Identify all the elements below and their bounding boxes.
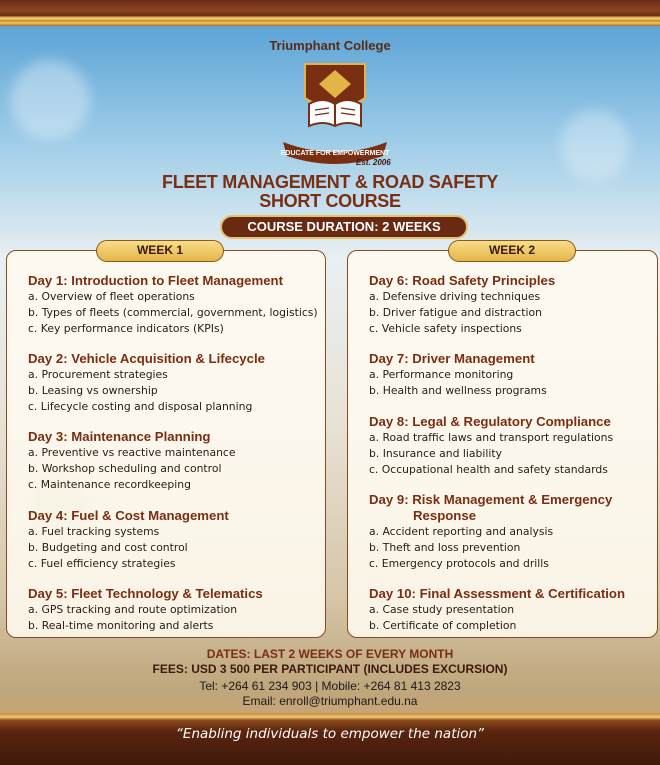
list-item: c. Maintenance recordkeeping	[28, 477, 191, 491]
list-item: a. Fuel tracking systems	[28, 525, 160, 538]
list-item: b. Workshop scheduling and control	[28, 461, 222, 475]
day-2	[28, 351, 265, 414]
list-item: b. Insurance and liability	[369, 446, 502, 460]
day-title-line2: Response	[413, 508, 477, 523]
list-item: a. Case study presentation	[369, 603, 515, 616]
background-bokeh	[10, 60, 90, 140]
day-title: Day 6: Road Safety Principles	[369, 273, 556, 288]
list-item: b. Theft and loss prevention	[369, 540, 521, 554]
header	[0, 38, 660, 53]
course-subtitle: SHORT COURSE	[259, 191, 401, 211]
day-5	[28, 586, 263, 634]
list-item: c. Occupational health and safety standards	[369, 462, 608, 476]
day-title: Day 1: Introduction to Fleet Management	[28, 273, 283, 288]
logo-motto: EDUCATE FOR EMPOWERMENT	[280, 150, 390, 157]
day-6	[369, 273, 555, 336]
dates-text: DATES: LAST 2 WEEKS OF EVERY MONTH	[206, 647, 454, 661]
day-title	[369, 492, 612, 524]
list-item: b. Health and wellness programs	[369, 383, 547, 397]
list-item: a. Performance monitoring	[369, 368, 514, 381]
day-title: Day 4: Fuel & Cost Management	[28, 508, 229, 523]
list-item: c. Lifecycle costing and disposal planning	[28, 399, 253, 413]
day-4	[28, 508, 229, 571]
course-duration-badge: COURSE DURATION: 2 WEEKS	[220, 215, 468, 239]
list-item: b. Driver fatigue and distraction	[369, 305, 542, 319]
week-2-badge: WEEK 2	[448, 240, 576, 262]
day-title: Day 10: Final Assessment & Certification	[369, 586, 626, 601]
list-item: a. Preventive vs reactive maintenance	[28, 446, 236, 459]
established-year: Est. 2006	[356, 158, 391, 167]
day-9	[369, 492, 612, 571]
list-item: c. Key performance indicators (KPIs)	[28, 321, 224, 335]
background-bokeh	[560, 110, 630, 180]
list-item: c. Emergency protocols and drills	[369, 556, 549, 570]
fees-text: FEES: USD 3 500 PER PARTICIPANT (INCLUDES EXCURSION)	[152, 662, 508, 676]
course-title: FLEET MANAGEMENT & ROAD SAFETY	[162, 172, 498, 192]
day-title: Day 5: Fleet Technology & Telematics	[28, 586, 263, 601]
college-logo-icon	[275, 60, 395, 170]
list-item: b. Real-time monitoring and alerts	[28, 618, 214, 632]
day-7	[369, 351, 547, 399]
week-1-badge: WEEK 1	[96, 240, 224, 262]
day-title: Day 3: Maintenance Planning	[28, 429, 211, 444]
list-item: a. GPS tracking and route optimization	[28, 603, 238, 616]
day-title-line1: Day 9: Risk Management & Emergency	[369, 492, 613, 507]
list-item: a. Overview of fleet operations	[28, 290, 195, 303]
college-name: Triumphant College	[269, 38, 391, 53]
tagline: “Enabling individuals to empower the nation”	[175, 726, 485, 742]
list-item: a. Defensive driving techniques	[369, 290, 541, 303]
top-decorative-bar	[0, 0, 660, 26]
day-8	[369, 414, 613, 477]
contact-text: Tel: +264 61 234 903 | Mobile: +264 81 413 2823	[199, 679, 461, 693]
list-item: c. Vehicle safety inspections	[369, 321, 522, 335]
day-title: Day 7: Driver Management	[369, 351, 535, 366]
email-text: Email: enroll@triumphant.edu.na	[242, 694, 418, 708]
list-item: b. Leasing vs ownership	[28, 383, 158, 397]
day-title: Day 2: Vehicle Acquisition & Lifecycle	[28, 351, 265, 366]
list-item: a. Road traffic laws and transport regulations	[369, 431, 614, 444]
day-1	[28, 273, 318, 336]
day-10	[369, 586, 625, 634]
list-item: b. Certificate of completion	[369, 618, 517, 632]
list-item: a. Procurement strategies	[28, 368, 168, 381]
day-3	[28, 429, 236, 492]
day-title: Day 8: Legal & Regulatory Compliance	[369, 414, 611, 429]
list-item: b. Types of fleets (commercial, government, logistics)	[28, 305, 318, 319]
list-item: b. Budgeting and cost control	[28, 540, 188, 554]
list-item: a. Accident reporting and analysis	[369, 525, 554, 538]
list-item: c. Fuel efficiency strategies	[28, 556, 176, 570]
